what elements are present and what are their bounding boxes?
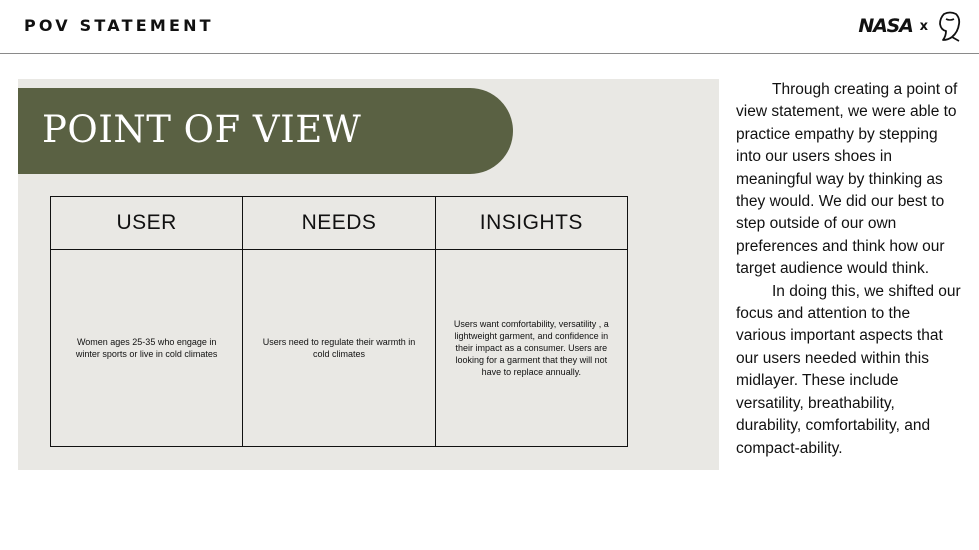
insights-cell: Users want comfortability, versatility , a lightweight garment, and confidence in their impact as a consumer. Users are looking for a garment that they will not have to replace annually. bbox=[435, 250, 627, 447]
logo-group bbox=[858, 10, 965, 42]
page-title: POV STATEMENT bbox=[24, 16, 214, 35]
table-row bbox=[51, 250, 628, 447]
user-cell: Women ages 25-35 who engage in winter sports or live in cold climates bbox=[51, 250, 243, 447]
owl-logo-icon bbox=[935, 10, 965, 42]
insights-column-header: INSIGHTS bbox=[435, 197, 627, 250]
side-paragraph: In doing this, we shifted our focus and attention to the various important aspects that our users needed within this midlayer. These include versatility, breathability, durability, comfortability, and compact-ability. bbox=[736, 282, 961, 457]
side-paragraph: Through creating a point of view statement, we were able to practice empathy by stepping into our users shoes in meaningful way by thinking as they would. We did our best to step outside of our own preferences and think how our target audience would think. bbox=[736, 81, 958, 278]
logo-separator: x bbox=[919, 18, 928, 34]
pov-table bbox=[50, 196, 628, 447]
header-divider bbox=[0, 53, 979, 54]
side-description bbox=[736, 79, 964, 460]
nasa-logo: NASA bbox=[858, 15, 913, 37]
title-banner bbox=[18, 88, 513, 174]
banner-title: POINT OF VIEW bbox=[42, 108, 362, 151]
table-header-row bbox=[51, 197, 628, 250]
user-column-header: USER bbox=[51, 197, 243, 250]
needs-cell: Users need to regulate their warmth in cold climates bbox=[243, 250, 435, 447]
needs-column-header: NEEDS bbox=[243, 197, 435, 250]
